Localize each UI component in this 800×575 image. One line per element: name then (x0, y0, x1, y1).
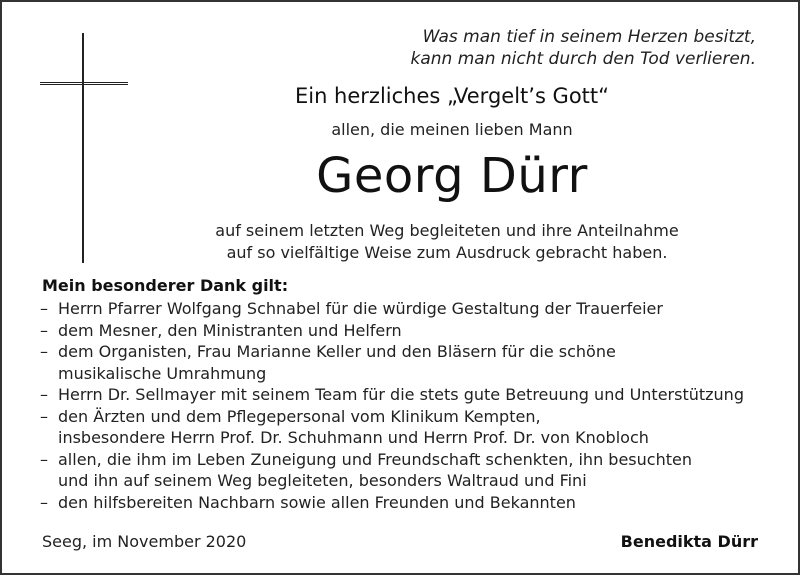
list-item-text: dem Organisten, Frau Marianne Keller und den Bläsern für die schöne (58, 342, 616, 361)
dash-bullet: – (40, 406, 48, 426)
dash-bullet: – (40, 385, 48, 404)
intro-text: allen, die meinen lieben Mann (331, 120, 573, 139)
list-item-text: allen, die ihm im Leben Zuneigung und Freundschaft schenkten, ihn besuchten (58, 449, 692, 469)
list-item-text: insbesondere Herrn Prof. Dr. Schuhmann und Herrn Prof. Dr. von Knobloch (58, 428, 649, 447)
thanks-heading: Ein herzliches „Vergelt’s Gott“ (294, 84, 610, 108)
closing-line: auf seinem letzten Weg begleiteten und ihre Anteilnahme (215, 221, 679, 240)
dank-title: Mein besonderer Dank gilt: (42, 276, 289, 295)
dash-bullet: – (40, 320, 48, 340)
list-item (40, 320, 780, 342)
list-item-text: dem Mesner, den Ministranten und Helfern (58, 320, 402, 340)
closing-line: auf so vielfältige Weise zum Ausdruck gebracht haben. (226, 243, 668, 262)
list-item (40, 406, 780, 449)
signature: Benedikta Dürr (620, 532, 758, 551)
quote-line: Was man tief in seinem Herzen besitzt, (422, 27, 756, 47)
list-item (40, 384, 780, 406)
list-item-text: musikalische Umrahmung (58, 363, 267, 383)
dank-list (40, 298, 780, 513)
memorial-quote (411, 26, 757, 70)
dash-bullet: – (40, 492, 48, 512)
list-item-text: Herrn Dr. Sellmayer mit seinem Team für die stets gute Betreuung und Unterstützung (58, 385, 744, 404)
list-item-text: den hilfsbereiten Nachbarn sowie allen Freunden und Bekannten (58, 492, 576, 512)
place-date: Seeg, im November 2020 (42, 532, 247, 551)
list-item (40, 341, 780, 384)
list-item-text: und ihn auf seinem Weg begleiteten, besonders Waltraud und Fini (58, 471, 587, 490)
closing-text (2, 220, 800, 264)
dash-bullet: – (40, 449, 48, 469)
dash-bullet: – (40, 342, 48, 361)
dash-bullet: – (40, 299, 48, 318)
list-item-text: Herrn Pfarrer Wolfgang Schnabel für die würdige Gestaltung der Trauerfeier (58, 299, 663, 318)
deceased-name: Georg Dürr (316, 148, 588, 204)
list-item (40, 298, 780, 320)
list-item (40, 449, 780, 492)
list-item (40, 492, 780, 514)
list-item-text: den Ärzten und dem Pflegepersonal vom Klinikum Kempten, (58, 406, 541, 426)
quote-line: kann man nicht durch den Tod verlieren. (410, 49, 756, 69)
